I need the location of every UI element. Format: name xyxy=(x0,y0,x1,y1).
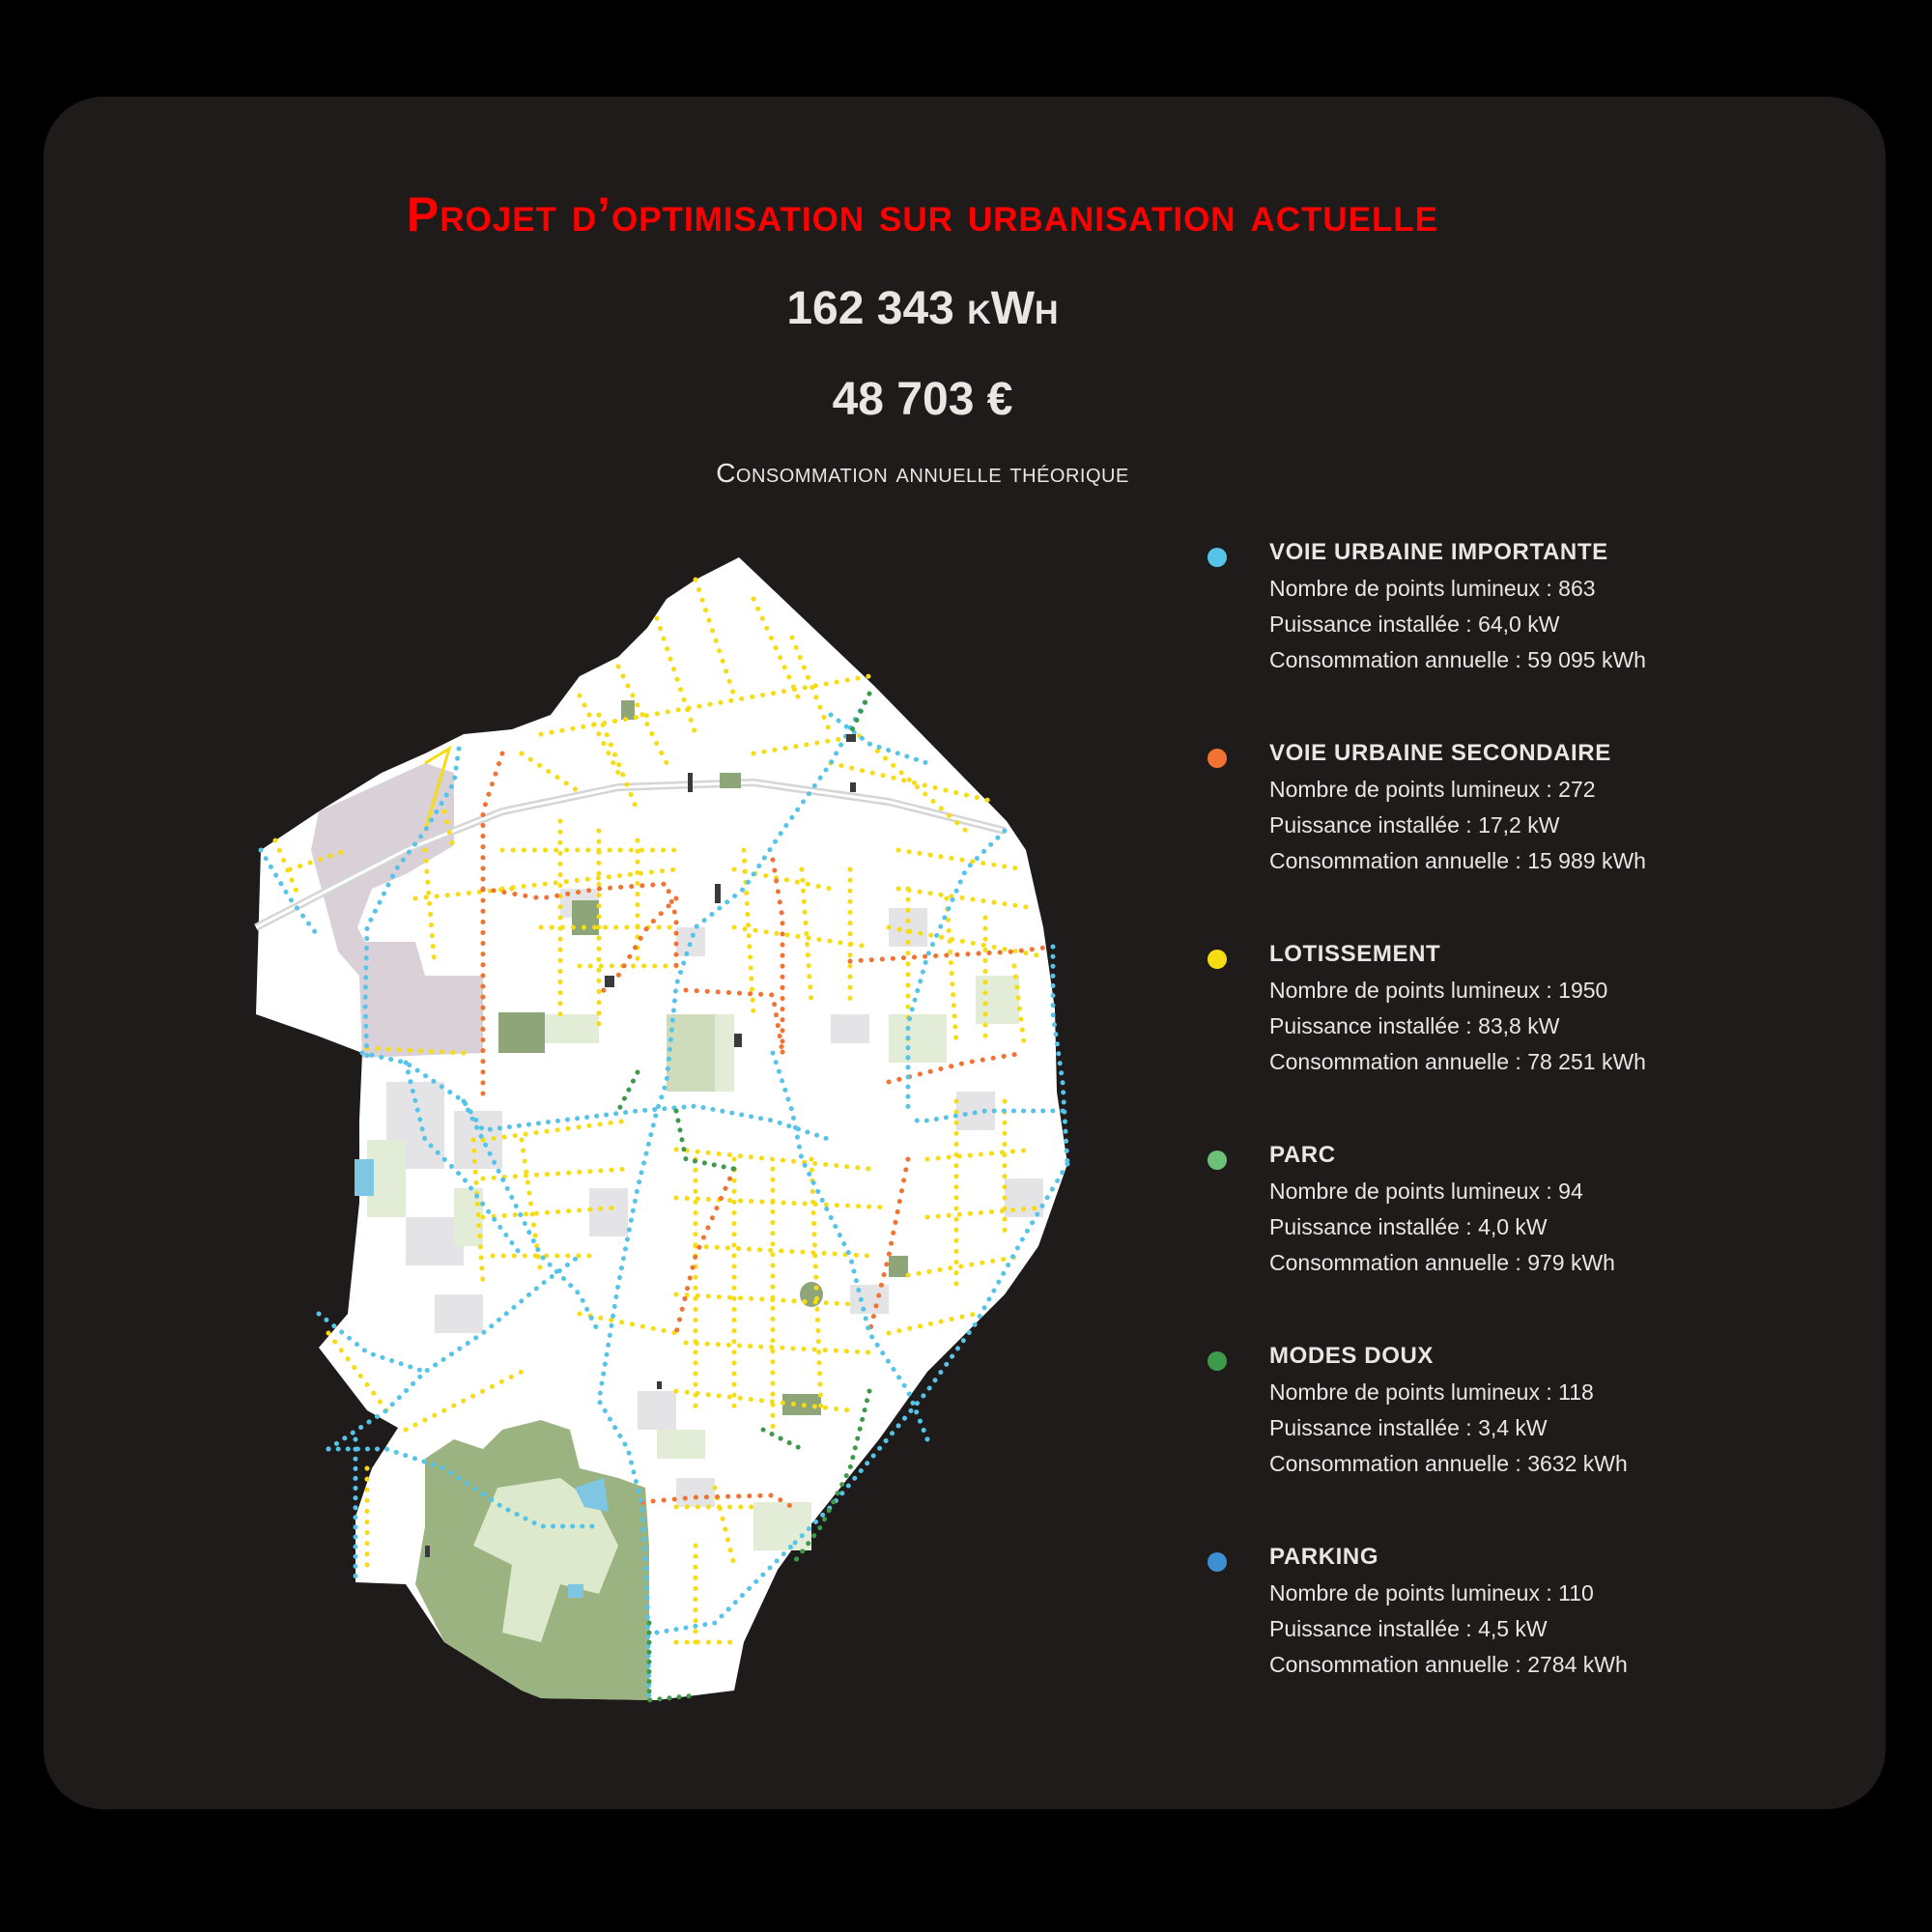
legend-item-points: Nombre de points lumineux : 272 xyxy=(1269,777,1596,802)
circle-icon xyxy=(1208,950,1227,969)
circle-icon xyxy=(1208,749,1227,768)
legend-item-parc xyxy=(1208,1142,1748,1343)
legend-item-name: LOTISSEMENT xyxy=(1269,941,1441,967)
legend-item-name: VOIE URBAINE SECONDAIRE xyxy=(1269,740,1611,766)
legend-item-consumption: Consommation annuelle : 979 kWh xyxy=(1269,1250,1615,1275)
legend-item-consumption: Consommation annuelle : 2784 kWh xyxy=(1269,1652,1628,1677)
subtitle: Consommation annuelle théorique xyxy=(716,458,1129,488)
legend-item-points: Nombre de points lumineux : 110 xyxy=(1269,1580,1594,1605)
legend-item-points: Nombre de points lumineux : 863 xyxy=(1269,576,1596,601)
legend-item-name: PARKING xyxy=(1269,1544,1379,1570)
total-cost: 48 703 € xyxy=(832,374,1013,425)
legend-item-consumption: Consommation annuelle : 59 095 kWh xyxy=(1269,647,1646,672)
circle-icon xyxy=(1208,1552,1227,1572)
legend-item-parking xyxy=(1208,1544,1748,1745)
legend-item-power: Puissance installée : 4,0 kW xyxy=(1269,1214,1548,1239)
circle-icon xyxy=(1208,1151,1227,1170)
legend-item-consumption: Consommation annuelle : 3632 kWh xyxy=(1269,1451,1628,1476)
legend-item-voie-urbaine-secondaire xyxy=(1208,740,1748,941)
legend-item-consumption: Consommation annuelle : 78 251 kWh xyxy=(1269,1049,1646,1074)
legend-item-points: Nombre de points lumineux : 94 xyxy=(1269,1179,1583,1204)
page-title: Projet d’optimisation sur urbanisation actuelle xyxy=(406,187,1439,242)
legend-item-name: PARC xyxy=(1269,1142,1336,1168)
legend-item-name: VOIE URBAINE IMPORTANTE xyxy=(1269,539,1608,565)
legend-item-points: Nombre de points lumineux : 118 xyxy=(1269,1379,1594,1405)
legend-item-voie-urbaine-importante xyxy=(1208,539,1748,740)
circle-icon xyxy=(1208,1351,1227,1371)
circle-icon xyxy=(1208,548,1227,567)
legend-item-power: Puissance installée : 64,0 kW xyxy=(1269,611,1560,637)
legend xyxy=(1208,539,1748,1745)
legend-item-power: Puissance installée : 4,5 kW xyxy=(1269,1616,1548,1641)
legend-item-consumption: Consommation annuelle : 15 989 kWh xyxy=(1269,848,1646,873)
legend-item-name: MODES DOUX xyxy=(1269,1343,1435,1369)
legend-item-power: Puissance installée : 3,4 kW xyxy=(1269,1415,1548,1440)
town-boundary xyxy=(256,557,1067,1700)
total-energy: 162 343 kWh xyxy=(786,283,1059,334)
street-lighting-map xyxy=(251,551,1082,1710)
legend-item-points: Nombre de points lumineux : 1950 xyxy=(1269,978,1608,1003)
legend-item-power: Puissance installée : 83,8 kW xyxy=(1269,1013,1560,1038)
legend-item-modes-doux xyxy=(1208,1343,1748,1544)
legend-item-power: Puissance installée : 17,2 kW xyxy=(1269,812,1560,838)
legend-item-lotissement xyxy=(1208,941,1748,1142)
